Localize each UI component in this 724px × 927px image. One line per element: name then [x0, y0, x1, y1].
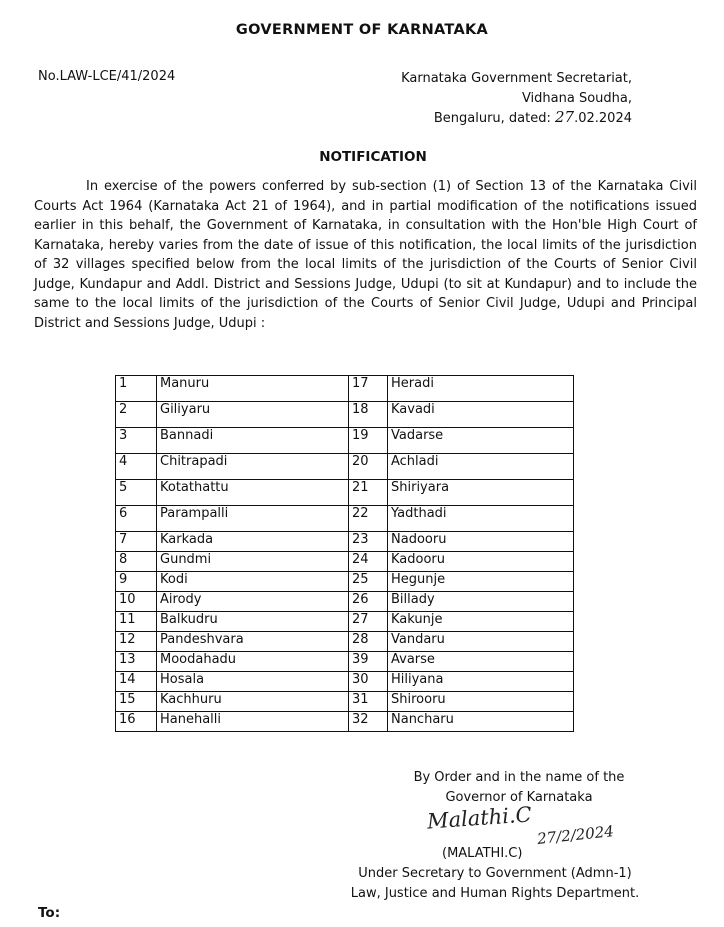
designation-block [300, 864, 690, 904]
village-name-cell: Achladi [388, 454, 574, 480]
serial-number-cell: 39 [349, 652, 388, 672]
table-row [116, 612, 574, 632]
village-name-cell: Manuru [157, 376, 349, 402]
address-block [360, 69, 632, 129]
serial-number-cell: 32 [349, 712, 388, 732]
serial-number-cell: 6 [116, 506, 157, 532]
serial-number-cell: 17 [349, 376, 388, 402]
handwritten-signature: Malathi.C [426, 802, 533, 834]
serial-number-cell: 22 [349, 506, 388, 532]
village-name-cell: Chitrapadi [157, 454, 349, 480]
serial-number-cell: 21 [349, 480, 388, 506]
serial-number-cell: 27 [349, 612, 388, 632]
village-name-cell: Bannadi [157, 428, 349, 454]
village-name-cell: Gundmi [157, 552, 349, 572]
serial-number-cell: 25 [349, 572, 388, 592]
serial-number-cell: 18 [349, 402, 388, 428]
table-row [116, 712, 574, 732]
handwritten-signature-date: 27/2/2024 [536, 822, 615, 848]
village-name-cell: Balkudru [157, 612, 349, 632]
village-name-cell: Kotathattu [157, 480, 349, 506]
table-row [116, 632, 574, 652]
village-name-cell: Avarse [388, 652, 574, 672]
table-row [116, 454, 574, 480]
designation: Under Secretary to Government (Admn-1) [358, 866, 632, 881]
table-row [116, 480, 574, 506]
serial-number-cell: 8 [116, 552, 157, 572]
order-line-2: Governor of Karnataka [445, 790, 593, 805]
serial-number-cell: 28 [349, 632, 388, 652]
village-name-cell: Hanehalli [157, 712, 349, 732]
serial-number-cell: 10 [116, 592, 157, 612]
department: Law, Justice and Human Rights Department. [350, 886, 640, 901]
serial-number-cell: 23 [349, 532, 388, 552]
serial-number-cell: 2 [116, 402, 157, 428]
village-name-cell: Hegunje [388, 572, 574, 592]
table-row [116, 402, 574, 428]
table-row [116, 428, 574, 454]
table-row [116, 506, 574, 532]
to-label: To: [38, 905, 61, 921]
village-name-cell: Giliyaru [157, 402, 349, 428]
table-row [116, 672, 574, 692]
serial-number-cell: 19 [349, 428, 388, 454]
serial-number-cell: 16 [116, 712, 157, 732]
village-name-cell: Kachhuru [157, 692, 349, 712]
serial-number-cell: 7 [116, 532, 157, 552]
villages-table [115, 375, 574, 732]
serial-number-cell: 20 [349, 454, 388, 480]
address-line-2: Vidhana Soudha, [521, 90, 632, 106]
table-row [116, 652, 574, 672]
village-name-cell: Karkada [157, 532, 349, 552]
table-row [116, 532, 574, 552]
village-name-cell: Pandeshvara [157, 632, 349, 652]
serial-number-cell: 9 [116, 572, 157, 592]
table-row [116, 552, 574, 572]
date-day-handwritten: 27 [555, 108, 575, 126]
village-name-cell: Kakunje [388, 612, 574, 632]
date-line [360, 108, 632, 129]
village-name-cell: Parampalli [157, 506, 349, 532]
serial-number-cell: 5 [116, 480, 157, 506]
serial-number-cell: 14 [116, 672, 157, 692]
table-row [116, 572, 574, 592]
village-name-cell: Nancharu [388, 712, 574, 732]
village-name-cell: Shiriyara [388, 480, 574, 506]
date-prefix: Bengaluru, dated: [433, 111, 551, 126]
order-block [360, 768, 678, 808]
village-name-cell: Airody [157, 592, 349, 612]
reference-number: No.LAW-LCE/41/2024 [38, 69, 176, 84]
village-name-cell: Heradi [388, 376, 574, 402]
serial-number-cell: 4 [116, 454, 157, 480]
serial-number-cell: 31 [349, 692, 388, 712]
village-name-cell: Kavadi [388, 402, 574, 428]
serial-number-cell: 13 [116, 652, 157, 672]
village-name-cell: Vadarse [388, 428, 574, 454]
order-line-1: By Order and in the name of the [413, 770, 625, 785]
table-row [116, 692, 574, 712]
table-row [116, 592, 574, 612]
village-name-cell: Moodahadu [157, 652, 349, 672]
address-line-1: Karnataka Government Secretariat, [401, 71, 632, 86]
body-paragraph: In exercise of the powers conferred by sub-section (1) of Section 13 of the Karnataka Civil Courts Act 1964 (Karnataka Act 21 of 1964), and in partial modification of the notifications issued earlier in this behalf, the Government of Karnataka, in consultation with the Hon'ble High Court of Karnataka, hereby varies from the date of issue of this notification, the local limits of the jurisdiction of 32 villages specified below from the local limits of the jurisdiction of the Courts of Senior Civil Judge, Kundapur and Addl. District and Sessions Judge, Udupi (to sit at Kundapur) and to include the same to the local limits of the jurisdiction of the Courts of Senior Civil Judge, Udupi and Principal District and Sessions Judge, Udupi : [34, 179, 697, 331]
village-name-cell: Billady [388, 592, 574, 612]
village-name-cell: Vandaru [388, 632, 574, 652]
serial-number-cell: 15 [116, 692, 157, 712]
village-name-cell: Kodi [157, 572, 349, 592]
village-name-cell: Kadooru [388, 552, 574, 572]
serial-number-cell: 12 [116, 632, 157, 652]
village-name-cell: Hosala [157, 672, 349, 692]
village-name-cell: Nadooru [388, 532, 574, 552]
serial-number-cell: 26 [349, 592, 388, 612]
serial-number-cell: 30 [349, 672, 388, 692]
serial-number-cell: 11 [116, 612, 157, 632]
serial-number-cell: 3 [116, 428, 157, 454]
village-name-cell: Hiliyana [388, 672, 574, 692]
date-rest: .02.2024 [574, 111, 632, 126]
table-row [116, 376, 574, 402]
document-heading: GOVERNMENT OF KARNATAKA [235, 22, 489, 38]
serial-number-cell: 24 [349, 552, 388, 572]
serial-number-cell: 1 [116, 376, 157, 402]
notification-title: NOTIFICATION [319, 149, 427, 165]
village-name-cell: Yadthadi [388, 506, 574, 532]
officer-name: (MALATHI.C) [442, 846, 523, 861]
village-name-cell: Shirooru [388, 692, 574, 712]
